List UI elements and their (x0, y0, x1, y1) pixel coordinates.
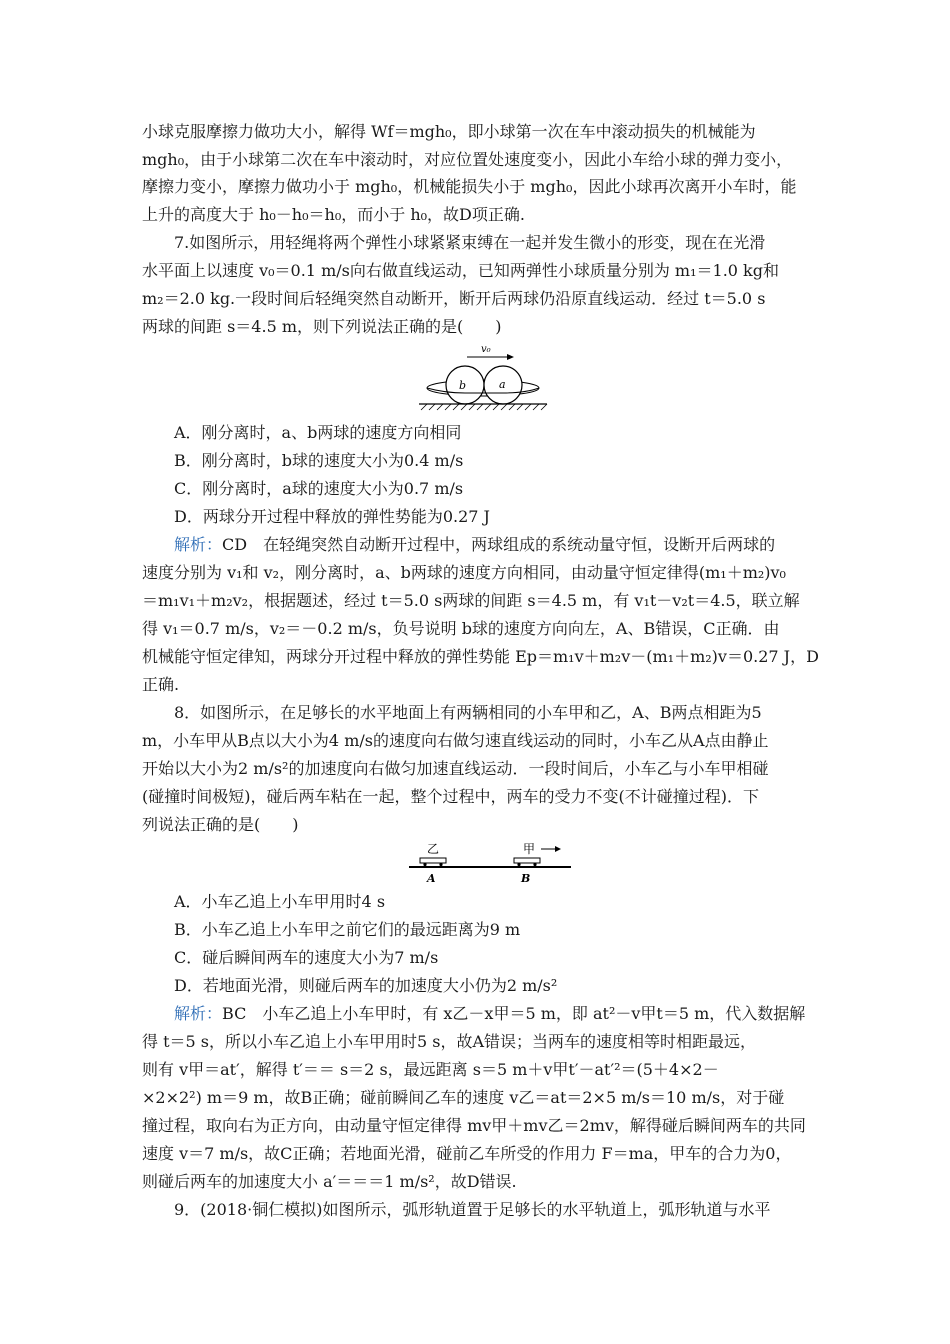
option-d: D．若地面光滑，则碰后两车的加速度大小仍为2 m/s² (174, 976, 558, 995)
text-line: 得 v₁＝0.7 m/s，v₂＝－0.2 m/s，负号说明 b球的速度方向向左，A、B错误，C正确．由 (142, 619, 780, 638)
text-line: (碰撞时间极短)，碰后两车粘在一起，整个过程中，两车的受力不变(不计碰撞过程)．下 (142, 787, 759, 806)
text-line: 正确. (142, 675, 180, 694)
carts-figure (405, 838, 575, 886)
ball-a-label: a (499, 378, 506, 391)
option-b: B．刚分离时，b球的速度大小为0.4 m/s (174, 451, 464, 470)
analysis-label: 解析： (174, 1004, 223, 1023)
option-b: B．小车乙追上小车甲之前它们的最远距离为9 m (174, 920, 521, 939)
text-line: 上升的高度大于 h₀－h₀＝h₀，而小于 h₀，故D项正确. (142, 205, 525, 224)
text-line: 两球的间距 s＝4.5 m，则下列说法正确的是( ) (142, 317, 502, 336)
text-line: 得 t＝5 s，所以小车乙追上小车甲用时5 s，故A错误；当两车的速度相等时相距最远， (142, 1032, 757, 1051)
ball-b-label: b (459, 379, 467, 392)
text-line: 机械能守恒定律知，两球分开过程中释放的弹性势能 Ep＝m₁v＋m₂v－(m₁＋m₂)v＝0.27 J，D (142, 647, 819, 666)
question-9-text: 9．(2018·铜仁模拟)如图所示，弧形轨道置于足够长的水平轨道上，弧形轨道与水平 (174, 1200, 771, 1219)
cart-yi-label: 乙 (427, 842, 440, 856)
option-a: A．小车乙追上小车甲用时4 s (174, 892, 386, 911)
analysis-label: 解析： (174, 535, 223, 554)
text-line: 撞过程，取向右为正方向，由动量守恒定律得 mv甲＋mv乙＝2mv，解得碰后瞬间两车的共同 (142, 1116, 806, 1135)
text-line: 开始以大小为2 m/s²的加速度向右做匀加速直线运动．一段时间后，小车乙与小车甲相碰 (142, 759, 769, 778)
point-a-label: A (427, 872, 436, 885)
question-7-text: 7.如图所示，用轻绳将两个弹性小球紧紧束缚在一起并发生微小的形变，现在在光滑 (174, 233, 766, 252)
text-line: 则有 v甲＝at′，解得 t′＝＝ s＝2 s，最远距离 s＝5 m＋v甲t′－at′²＝(5＋4×2－ (142, 1060, 719, 1079)
text-line: 水平面上以速度 v₀＝0.1 m/s向右做直线运动，已知两弹性小球质量分别为 m₁＝1.0 kg和 (142, 261, 779, 280)
text-line: 摩擦力变小，摩擦力做功小于 mgh₀，机械能损失小于 mgh₀，因此小球再次离开小车时，能 (142, 177, 797, 196)
text-line: m₂＝2.0 kg.一段时间后轻绳突然自动断开，断开后两球仍沿原直线运动．经过 t＝5.0 s (142, 289, 766, 308)
two-balls-figure (415, 340, 550, 415)
text-line: 速度分别为 v₁和 v₂，刚分离时，a、b两球的速度方向相同，由动量守恒定律得(m₁＋m₂)v₀ (142, 563, 786, 582)
option-c: C．刚分离时，a球的速度大小为0.7 m/s (174, 479, 464, 498)
text-line: ×2×2²) m＝9 m，故B正确；碰前瞬间乙车的速度 v乙＝at＝2×5 m/s＝10 m/s，对于碰 (142, 1088, 785, 1107)
cart-jia (514, 858, 540, 863)
text-line: 速度 v＝7 m/s，故C正确；若地面光滑，碰前乙车所受的作用力 F＝ma，甲车的合力为0， (142, 1144, 792, 1163)
analysis-line: 解析：CD 在轻绳突然自动断开过程中，两球组成的系统动量守恒，设断开后两球的 (174, 535, 776, 554)
text-line: m，小车甲从B点以大小为4 m/s的速度向右做匀速直线运动的同时，小车乙从A点由静止 (142, 731, 769, 750)
cart-yi (420, 858, 446, 863)
option-d: D．两球分开过程中释放的弹性势能为0.27 J (174, 507, 490, 526)
option-a: A．刚分离时，a、b两球的速度方向相同 (174, 423, 462, 442)
ground-hatch (421, 404, 547, 410)
analysis-line: 解析：BC 小车乙追上小车甲时，有 x乙－x甲＝5 m，即 at²－v甲t＝5 m，代入数据解 (174, 1004, 806, 1023)
question-8-text: 8．如图所示，在足够长的水平地面上有两辆相同的小车甲和乙，A、B两点相距为5 (174, 703, 762, 722)
velocity-arrow-head (507, 354, 514, 360)
text-line: 列说法正确的是( ) (142, 815, 299, 834)
velocity-label: v₀ (481, 344, 491, 355)
text-line: mgh₀，由于小球第二次在车中滚动时，对应位置处速度变小，因此小车给小球的弹力变小， (142, 150, 793, 169)
text-line: 小球克服摩擦力做功大小，解得 Wf＝mgh₀，即小球第一次在车中滚动损失的机械能为 (142, 122, 756, 141)
cart-jia-label: 甲 (523, 842, 536, 856)
text-line: ＝m₁v₁＋m₂v₂，根据题述，经过 t＝5.0 s两球的间距 s＝4.5 m，有 v₁t－v₂t＝4.5，联立解 (142, 591, 800, 610)
text-line: 则碰后两车的加速度大小 a′＝＝＝1 m/s²，故D错误. (142, 1172, 517, 1191)
point-b-label: B (521, 872, 531, 885)
option-c: C．碰后瞬间两车的速度大小为7 m/s (174, 948, 439, 967)
